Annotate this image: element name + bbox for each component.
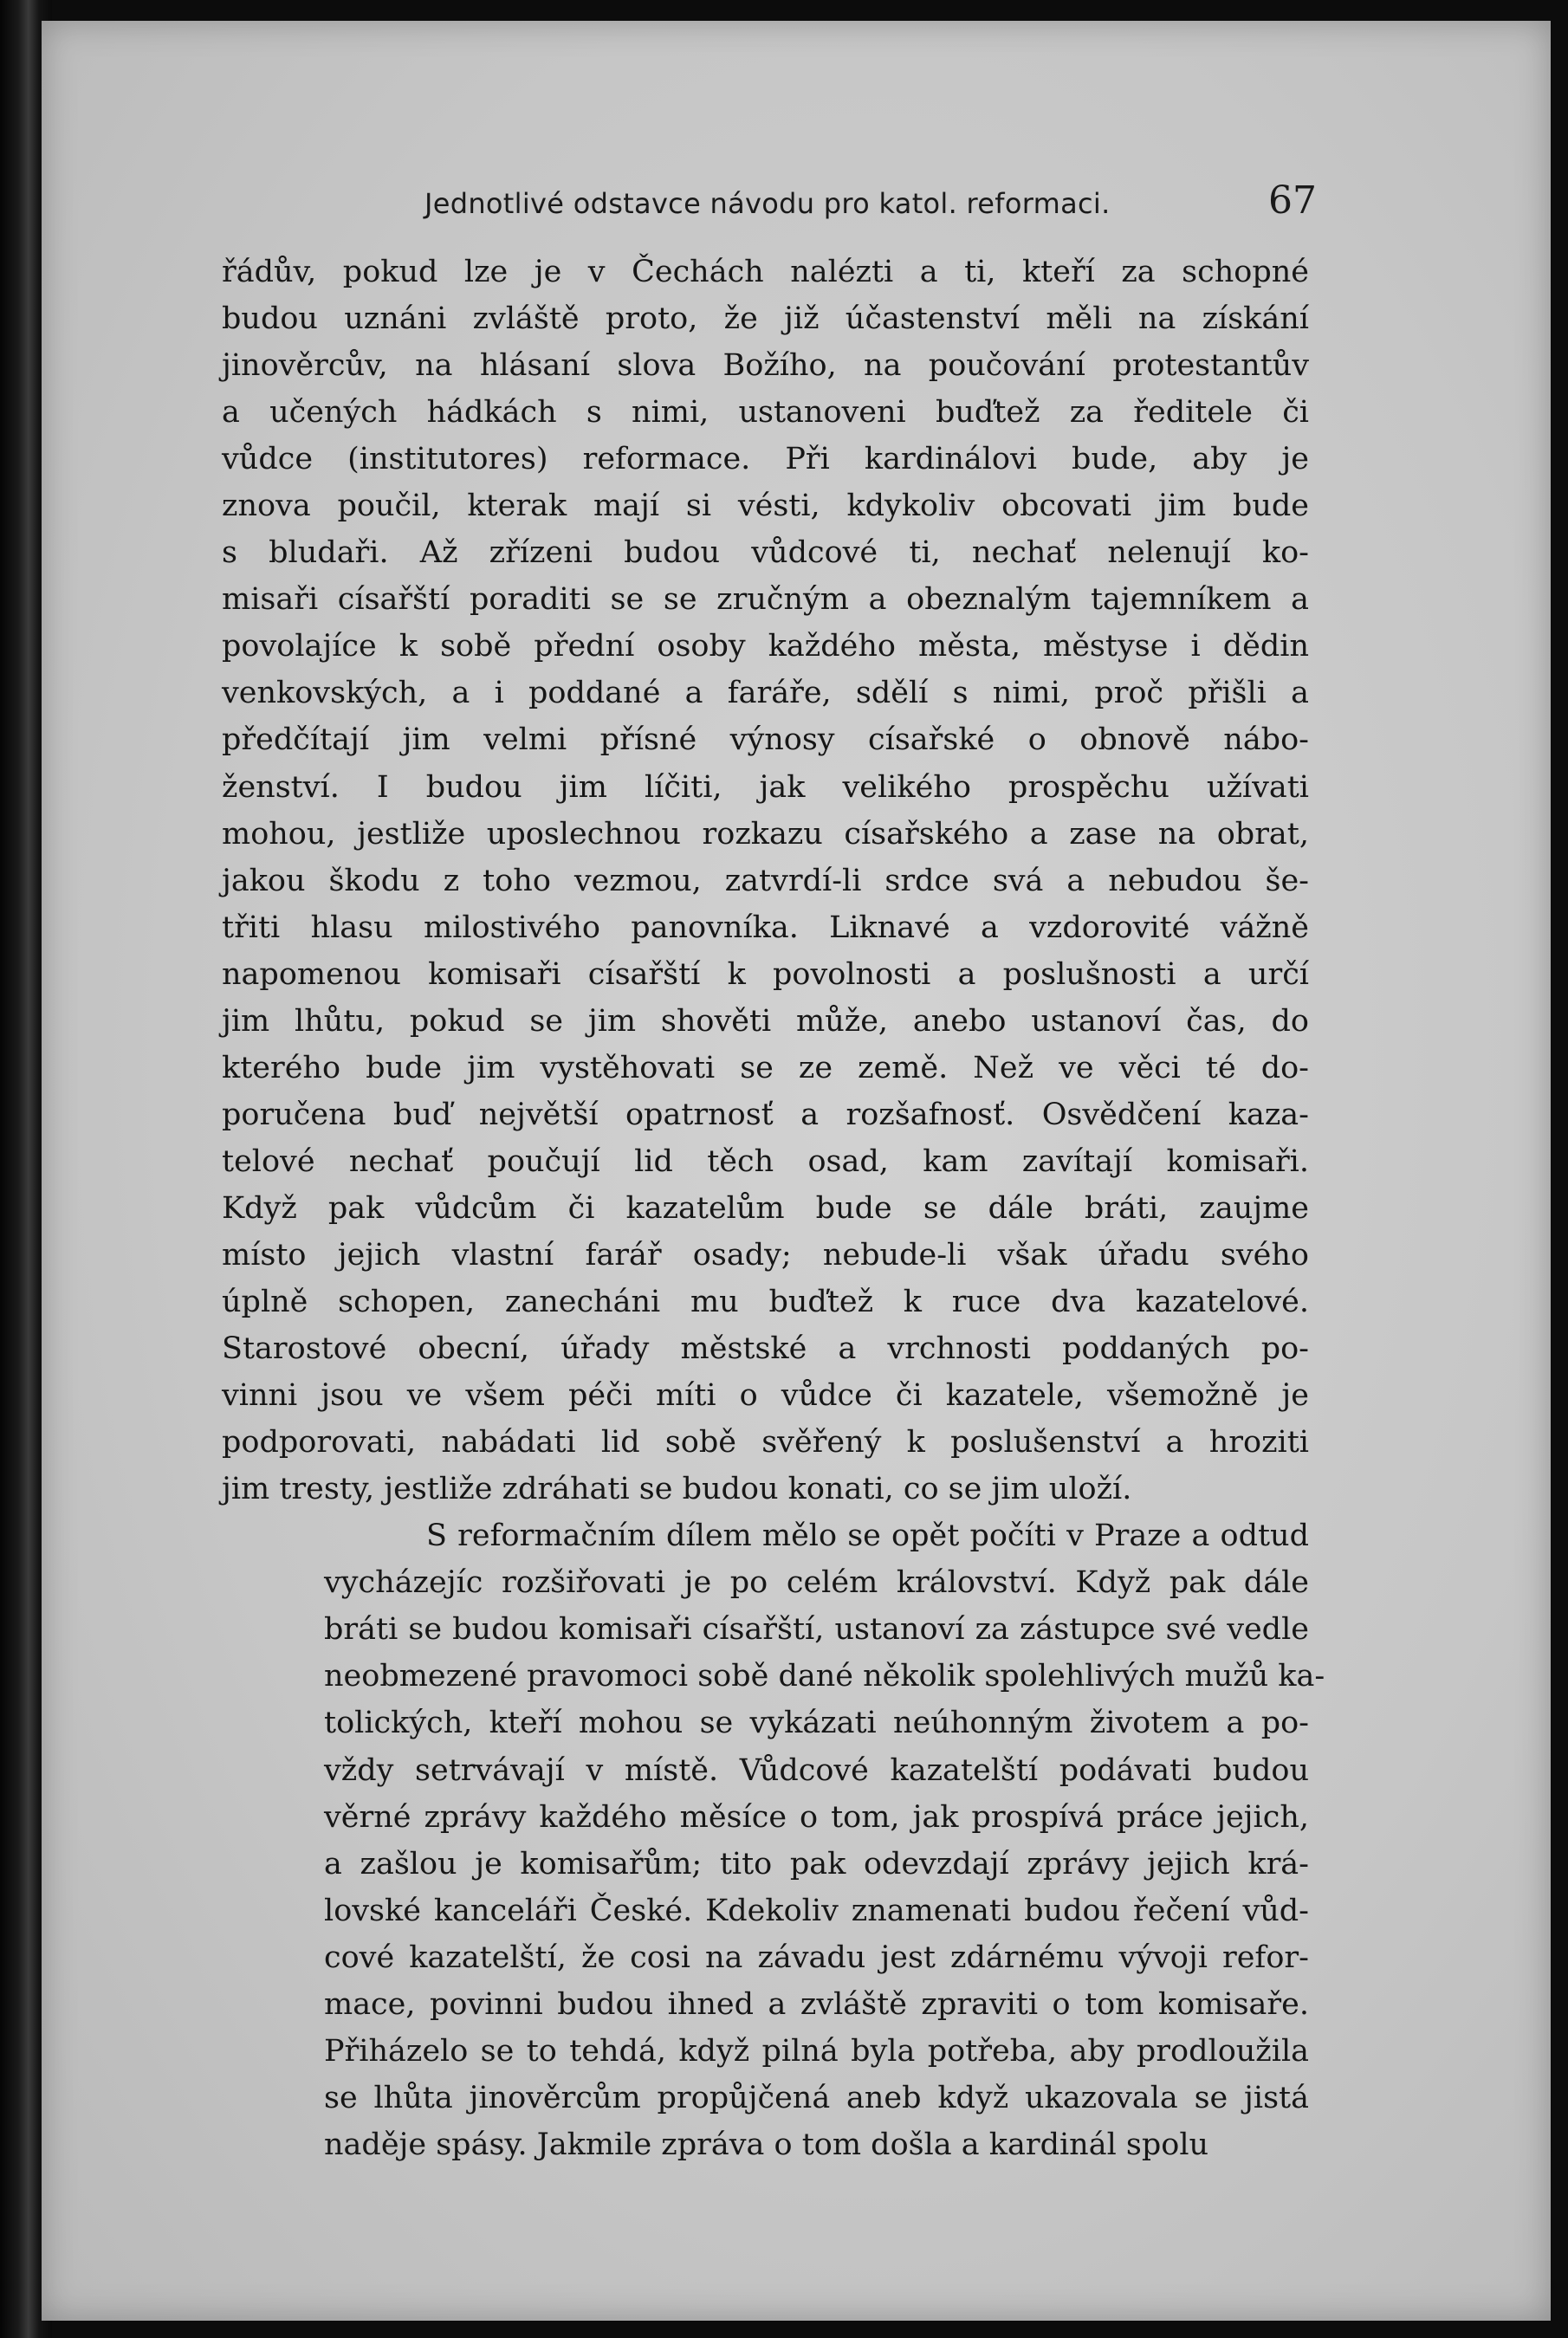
text-line: se lhůta jinověrcům propůjčená aneb když ukazovala se jistá <box>324 2080 1309 2115</box>
page-number: 67 <box>1268 178 1317 223</box>
text-line: řádův, pokud lze je v Čechách nalézti a ti, kteří za schopné <box>222 255 1309 289</box>
text-line: jinověrcův, na hlásaní slova Božího, na poučování protestantův <box>222 348 1309 384</box>
text-line: úplně schopen, zanecháni mu buďtež k ruce dva kazatelové. <box>222 1285 1309 1320</box>
text-line: předčítají jim velmi přísné výnosy císařské o obnově nábo- <box>222 722 1309 758</box>
text-line: povolajíce k sobě přední osoby každého města, městyse i dědin <box>222 629 1309 664</box>
text-line: vinni jsou ve všem péči míti o vůdce či kazatele, všemožně je <box>222 1378 1309 1414</box>
text-line: vůdce (institutores) reformace. Při kardinálovi bude, aby je <box>222 442 1309 477</box>
text-line: věrné zprávy každého měsíce o tom, jak prospívá práce jejich, <box>324 1799 1309 1835</box>
text-line: tolických, kteří mohou se vykázati neúhonným životem a po- <box>324 1706 1309 1741</box>
text-line: znova poučil, kterak mají si vésti, kdykoliv obcovati jim bude <box>222 489 1309 524</box>
text-line: podporovati, nabádati lid sobě svěřený k poslušenství a hroziti <box>222 1425 1309 1460</box>
text-line: napomenou komisaři císařští k povolnosti a poslušnosti a určí <box>222 956 1309 992</box>
text-line: jakou škodu z toho vezmou, zatvrdí-li srdce svá a nebudou še- <box>222 863 1309 898</box>
text-line: vždy setrvávají v místě. Vůdcové kazatelští podávati budou <box>324 1752 1309 1788</box>
text-line: a učených hádkách s nimi, ustanoveni buďtež za ředitele či <box>222 395 1309 431</box>
text-line: S reformačním dílem mělo se opět počíti v Praze a odtud <box>426 1519 1309 1554</box>
text-line: Když pak vůdcům či kazatelům bude se dále bráti, zaujme <box>222 1190 1309 1226</box>
text-line: Starostové obecní, úřady městské a vrchnosti poddaných po- <box>222 1331 1309 1367</box>
text-line: misaři císařští poraditi se se zručným a obeznalým tajemníkem a <box>222 582 1309 618</box>
text-line: neobmezené pravomoci sobě dané několik spolehlivých mužů ka- <box>324 1659 1325 1694</box>
text-line: kterého bude jim vystěhovati se ze země. Než ve věci té do- <box>222 1050 1309 1085</box>
text-line: jim lhůtu, pokud se jim shověti může, anebo ustanoví čas, do <box>222 1003 1309 1039</box>
paragraph <box>222 249 1309 1512</box>
text-line: ženství. I budou jim líčiti, jak velikého prospěchu užívati <box>222 769 1309 805</box>
text-line: cové kazatelští, že cosi na závadu jest zdárnému vývoji refor- <box>324 1940 1309 1975</box>
text-line: budou uznáni zvláště proto, že již účastenství měli na získání <box>222 301 1309 337</box>
text-line: lovské kanceláři České. Kdekoliv znamenati budou řečení vůd- <box>324 1893 1309 1928</box>
running-title: Jednotlivé odstavce návodu pro katol. reformaci. <box>424 187 1111 220</box>
text-line: venkovských, a i poddané a faráře, sdělí s nimi, proč přišli a <box>222 676 1309 711</box>
text-line: telové nechať poučují lid těch osad, kam zavítají komisaři. <box>222 1143 1309 1179</box>
text-line: a zašlou je komisařům; tito pak odevzdají zprávy jejich krá- <box>324 1846 1309 1881</box>
text-line: mace, povinni budou ihned a zvláště zpraviti o tom komisaře. <box>324 1986 1309 2022</box>
text-line: naděje spásy. Jakmile zpráva o tom došla a kardinál spolu <box>324 2127 1209 2162</box>
text-line: mohou, jestliže uposlechnou rozkazu císařského a zase na obrat, <box>222 816 1309 852</box>
text-line: poručena buď největší opatrnosť a rozšafnosť. Osvědčení kaza- <box>222 1097 1309 1132</box>
text-line: jim tresty, jestliže zdráhati se budou konati, co se jim uloží. <box>222 1472 1132 1507</box>
text-line: třiti hlasu milostivého panovníka. Liknavé a vzdorovité vážně <box>222 910 1309 945</box>
body-text <box>222 249 1325 2168</box>
text-line: bráti se budou komisaři císařští, ustanoví za zástupce své vedle <box>324 1612 1309 1648</box>
text-line: místo jejich vlastní farář osady; nebude-li však úřadu svého <box>222 1237 1309 1273</box>
text-line: Přiházelo se to tehdá, když pilná byla potřeba, aby prodloužila <box>324 2033 1309 2069</box>
text-line: s bludaři. Až zřízeni budou vůdcové ti, nechať nelenují ko- <box>222 535 1309 571</box>
paragraph <box>222 1512 1325 2168</box>
page-header <box>424 178 1317 230</box>
text-line: vycházejíc rozšiřovati je po celém království. Když pak dále <box>324 1565 1309 1601</box>
